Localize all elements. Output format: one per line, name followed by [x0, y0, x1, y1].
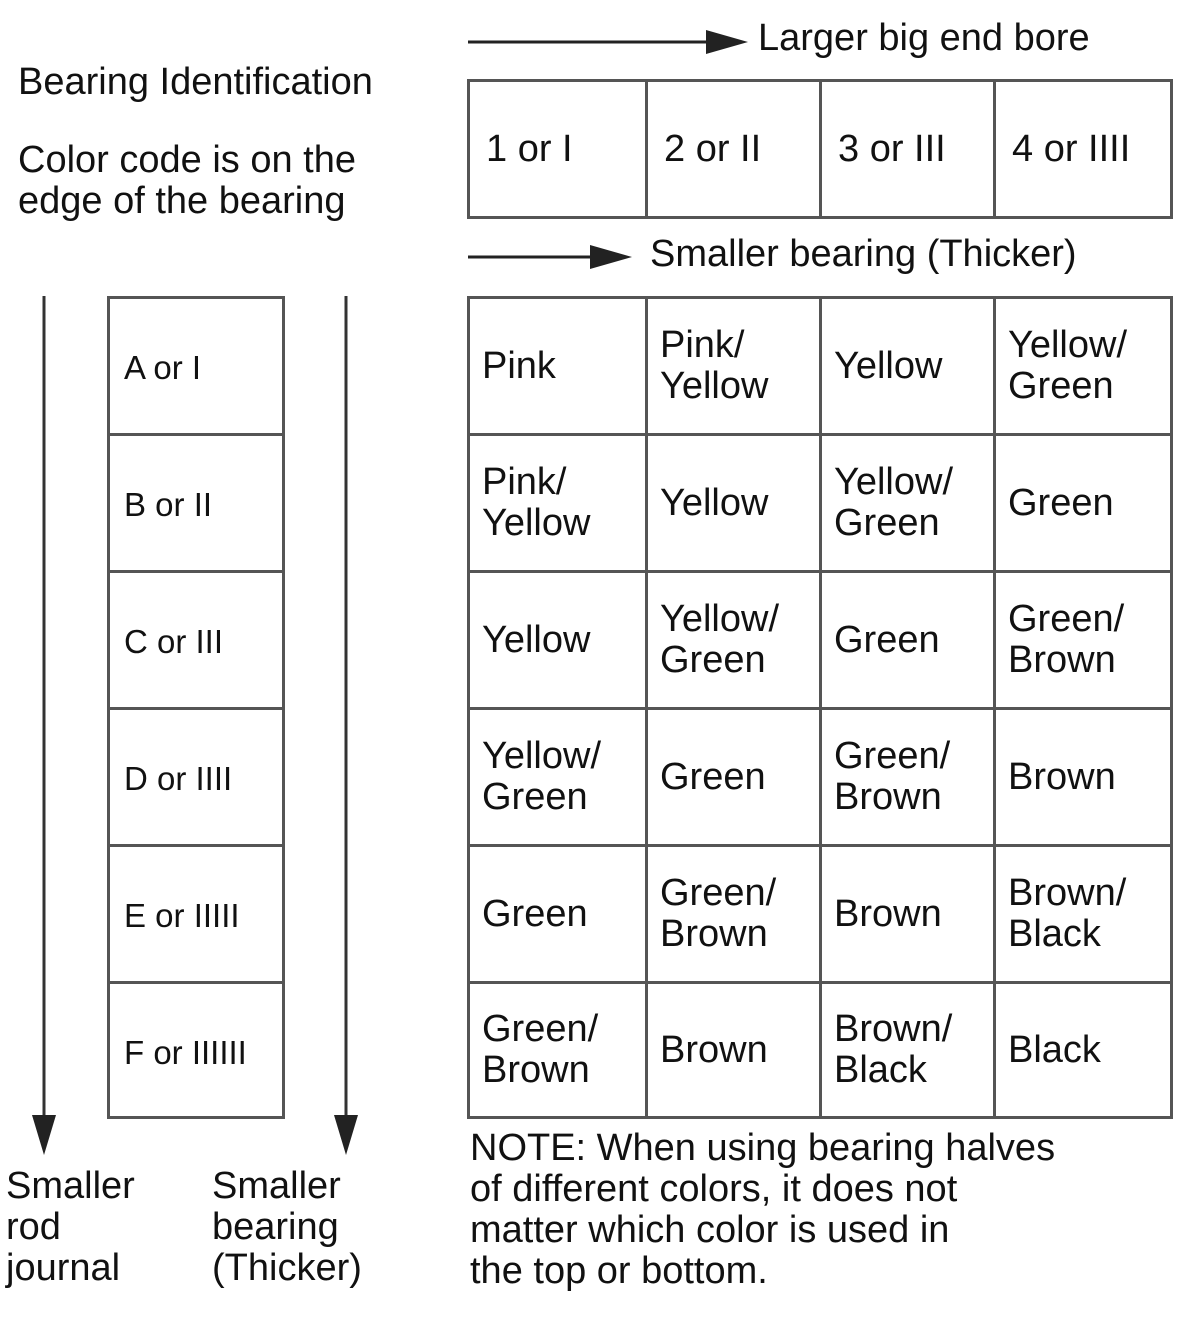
color-cell-e4: Brown/ Black	[993, 844, 1173, 984]
color-cell-b4: Green	[993, 433, 1173, 573]
column-header-4: 4 or IIII	[993, 79, 1173, 219]
color-cell-c3: Green	[819, 570, 996, 710]
column-header-3: 3 or III	[819, 79, 996, 219]
color-cell-d2: Green	[645, 707, 822, 847]
smaller-bearing-thicker-bottom-label: Smaller bearing (Thicker)	[212, 1165, 362, 1289]
color-cell-c4: Green/ Brown	[993, 570, 1173, 710]
row-label-f: F or IIIIII	[107, 981, 285, 1119]
row-label-d: D or IIII	[107, 707, 285, 847]
left-down-arrow	[32, 296, 56, 1155]
color-cell-e2: Green/ Brown	[645, 844, 822, 984]
row-label-b: B or II	[107, 433, 285, 573]
row-label-a: A or I	[107, 296, 285, 436]
color-cell-c2: Yellow/ Green	[645, 570, 822, 710]
color-cell-d4: Brown	[993, 707, 1173, 847]
column-header-1: 1 or I	[467, 79, 648, 219]
middle-down-arrow	[334, 296, 358, 1155]
color-cell-f4: Black	[993, 981, 1173, 1119]
color-cell-b1: Pink/ Yellow	[467, 433, 648, 573]
middle-arrow	[468, 245, 632, 269]
color-cell-f2: Brown	[645, 981, 822, 1119]
color-cell-a3: Yellow	[819, 296, 996, 436]
smaller-rod-journal-label: Smaller rod journal	[6, 1165, 135, 1289]
color-cell-a1: Pink	[467, 296, 648, 436]
color-cell-e3: Brown	[819, 844, 996, 984]
bearing-identification-title: Bearing Identification	[18, 61, 373, 103]
color-cell-d3: Green/ Brown	[819, 707, 996, 847]
color-cell-b2: Yellow	[645, 433, 822, 573]
color-cell-f1: Green/ Brown	[467, 981, 648, 1119]
color-cell-b3: Yellow/ Green	[819, 433, 996, 573]
color-cell-c1: Yellow	[467, 570, 648, 710]
row-label-e: E or IIIII	[107, 844, 285, 984]
larger-big-end-bore-label: Larger big end bore	[758, 17, 1090, 59]
note-text: NOTE: When using bearing halves of different colors, it does not matter which color is used in the top or bottom.	[470, 1127, 1056, 1292]
color-cell-f3: Brown/ Black	[819, 981, 996, 1119]
top-arrow	[468, 30, 748, 54]
column-header-2: 2 or II	[645, 79, 822, 219]
smaller-bearing-thicker-label: Smaller bearing (Thicker)	[650, 233, 1077, 275]
row-label-c: C or III	[107, 570, 285, 710]
color-cell-d1: Yellow/ Green	[467, 707, 648, 847]
color-cell-a4: Yellow/ Green	[993, 296, 1173, 436]
color-cell-e1: Green	[467, 844, 648, 984]
color-code-subtitle: Color code is on the edge of the bearing	[18, 139, 356, 222]
color-cell-a2: Pink/ Yellow	[645, 296, 822, 436]
